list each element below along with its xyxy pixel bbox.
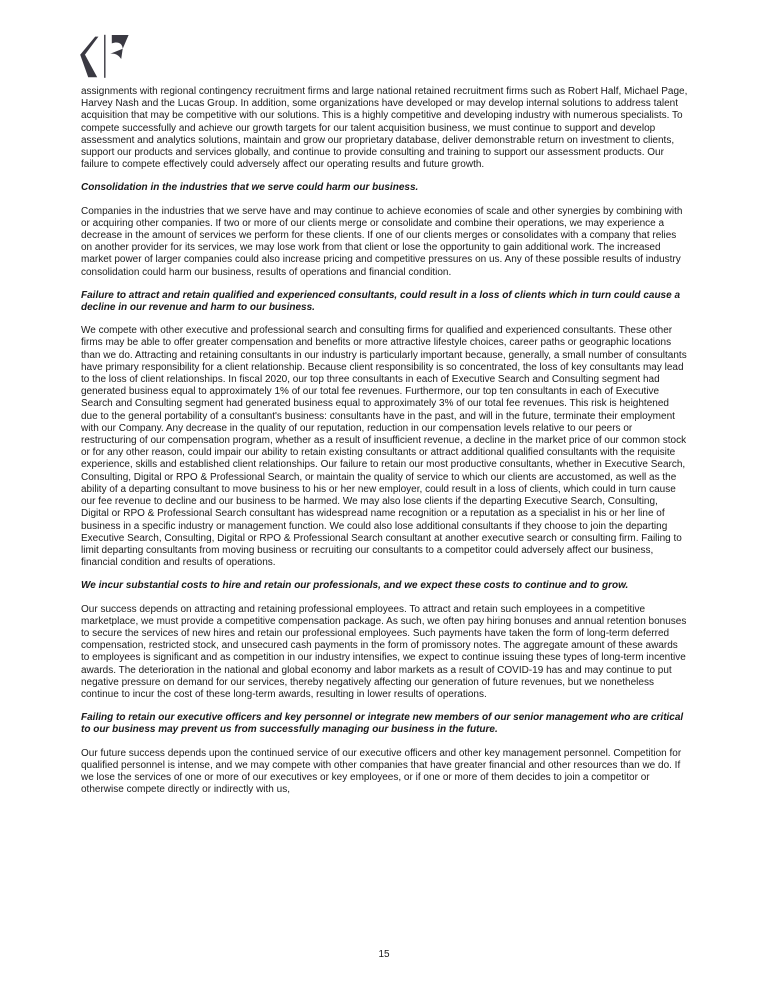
- page-content: [81, 86, 688, 807]
- kf-monogram-icon: [80, 33, 129, 79]
- body-paragraph-consolidation: Companies in the industries that we serve have and may continue to achieve economies of scale and other synergies by combining with or acquiring other companies. If two or more of our clients merge or consolidate and combine their operations, we may experience a decrease in the amount of services we perform for these clients. If one of our clients merges or consolidates with a company that relies on another provider for its services, we may lose work from that client or lose the opportunity to gain additional work. The increased market power of larger companies could also increase pricing and competitive pressures on us. Any of these possible results of industry consolidation could harm our business, results of operations and financial condition.: [81, 205, 683, 278]
- body-paragraph-competition: assignments with regional contingency recruitment firms and large national retained recruitment firms such as Robert Half, Michael Page, Harvey Nash and the Lucas Group. In addition, some organizations have developed or may develop internal solutions to address talent acquisition that may be competitive with our solutions. This is a highly competitive and developing industry with numerous specialists. To compete successfully and achieve our growth targets for our talent acquisition business, we must continue to support and develop assessment and analytics solutions, maintain and grow our proprietary database, deliver demonstrable return on investment to clients, support our products and services globally, and continue to provide consulting and training to support our assessment products. Our failure to compete effectively could adversely affect our operating results and future growth.: [81, 86, 688, 171]
- korn-ferry-logo: [80, 33, 129, 79]
- body-paragraph-hiring-costs: Our success depends on attracting and retaining professional employees. To attract and retain such employees in a competitive marketplace, we must provide a competitive compensation package. As such, we often pay hiring bonuses and annual retention bonuses to secure the services of new hires and retain our professional employees. Such payments have taken the form of long-term deferred compensation, restricted stock, and unsecured cash payments in the form of promissory notes. The aggregate amount of these awards to employees is significant and as competition in our industry intensifies, we expect to continue issuing these types of long-term incentive awards. The deterioration in the national and global economy and labor markets as a result of COVID-19 has and may continue to put negative pressure on demand for our services, thereby negatively affecting our generation of future revenues, but we nonetheless continue to incur the cost of these long-term awards, resulting in lower results of operations.: [81, 603, 687, 700]
- risk-heading-executive-retention: Failing to retain our executive officers and key personnel or integrate new members of our senior management who are critical to our business may prevent us from successfully managing our business in the future.: [81, 712, 684, 736]
- risk-heading-consultant-retention: Failure to attract and retain qualified and experienced consultants, could result in a loss of clients which in turn could cause a decline in our revenue and harm to our business.: [81, 289, 681, 314]
- page-number: 15: [378, 949, 390, 960]
- body-paragraph-consultant-retention: We compete with other executive and professional search and consulting firms for qualified and experienced consultants. These other firms may be able to offer greater compensation and benefits or more attractive lifestyle choices, career paths or geographic locations than we do. Attracting and retaining consultants in our industry is particularly important because, generally, a small number of consultants have primary responsibility for a client relationship. Because client responsibility is so concentrated, the loss of key consultants may lead to the loss of client relationships. In fiscal 2020, our top three consultants in each of Executive Search and Consulting segment had generated business equal to approximately 1% of our total fee revenues. Furthermore, our top ten consultants in each of Executive Search and Consulting segment had generated business equal to approximately 3% of our total fee revenues. This risk is heightened due to the general portability of a consultant's business: consultants have in the past, and will in the future, terminate their employment with our Company. Any decrease in the quality of our reputation, reduction in our compensation levels relative to our peers or restructuring of our compensation program, whether as a result of insufficient revenue, a decline in the market price of our common stock or for any other reason, could impair our ability to retain existing consultants or attract additional qualified consultants with the requisite experience, skills and established client relationships. Our failure to retain our most productive consultants, whether in Executive Search, Consulting, Digital or RPO & Professional Search, or maintain the quality of service to which our clients are accustomed, as well as the ability of a departing consultant to move business to his or her new employer, could result in a loss of clients, which could in turn cause our fee revenue to decline and our business to be harmed. We may also lose clients if the departing Executive Search, Consulting, Digital or RPO & Professional Search consultant has widespread name recognition or a reputation as a specialist in his or her line of business in a specific industry or management function. We could also lose additional consultants if they choose to join the departing Executive Search, Consulting, Digital or RPO & Professional Search consultant at another executive search or consulting firm. Failing to limit departing consultants from moving business or recruiting our consultants to a competitor could adversely affect our business, financial condition and results of operations.: [81, 325, 687, 569]
- body-paragraph-executive-retention: Our future success depends upon the continued service of our executive officers and other key management personnel. Competition for qualified personnel is intense, and we may compete with other companies that have greater financial and other resources than we do. If we lose the services of one or more of our executives or key employees, or if one or more of them decides to join a competitor or otherwise compete directly or indirectly with us,: [81, 747, 682, 796]
- risk-heading-consolidation: Consolidation in the industries that we serve could harm our business.: [81, 182, 419, 194]
- risk-heading-hiring-costs: We incur substantial costs to hire and retain our professionals, and we expect these costs to continue and to grow.: [81, 580, 629, 592]
